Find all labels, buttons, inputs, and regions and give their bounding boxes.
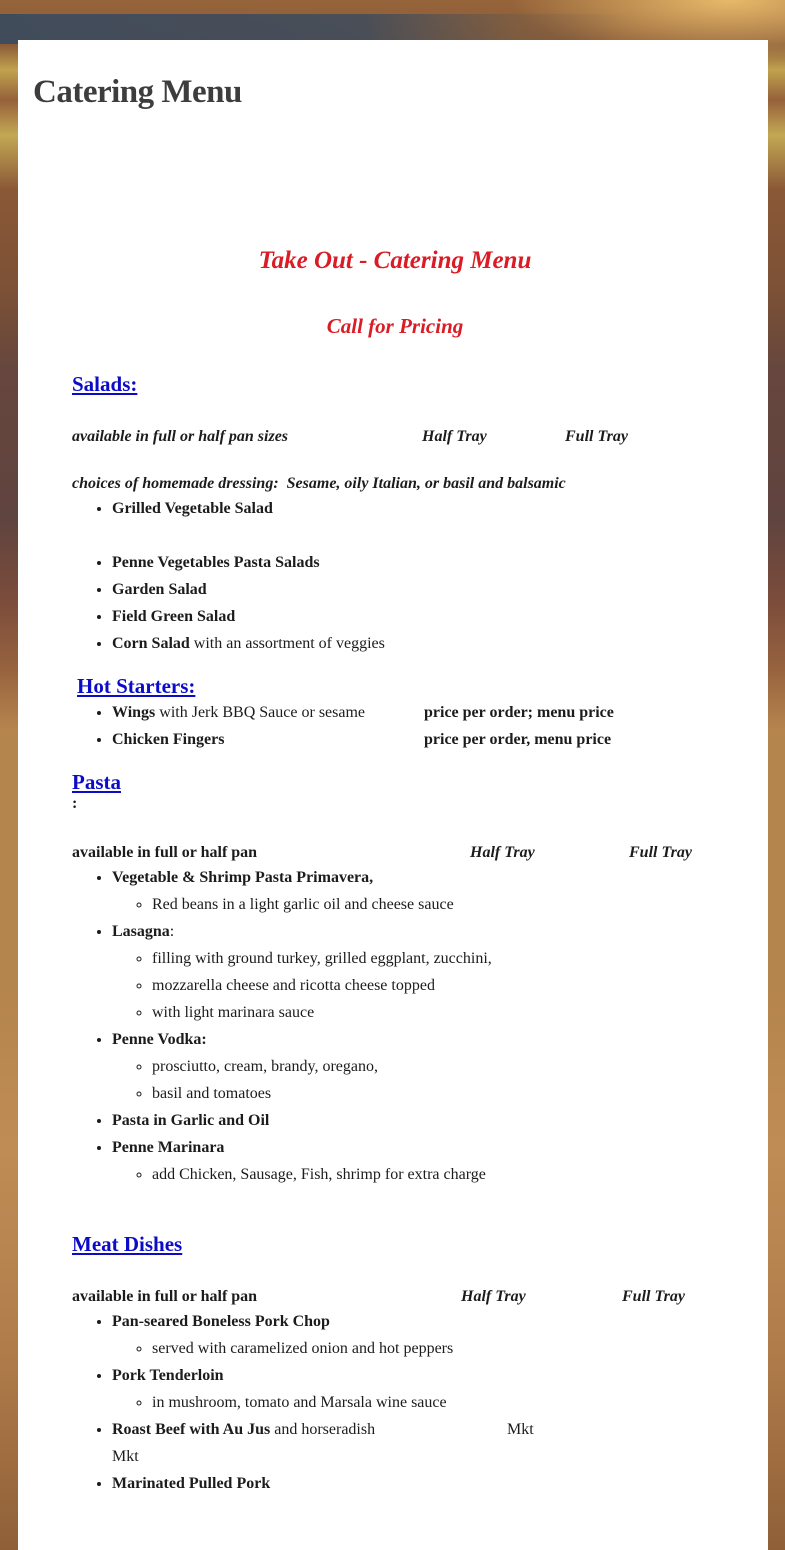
item-name: Chicken Fingers — [112, 731, 225, 748]
sub-item-list — [112, 1161, 718, 1188]
item-price: price per order; menu price — [424, 704, 614, 721]
sub-item: ◦ add Chicken, Sausage, Fish, shrimp for extra charge — [152, 1161, 718, 1188]
menu-item — [112, 918, 718, 1026]
dressings-note: choices of homemade dressing: Sesame, oily Italian, or basil and balsamic — [72, 475, 566, 492]
sub-item: ◦ prosciutto, cream, brandy, oregano, — [152, 1053, 718, 1080]
pasta-availability-row — [72, 842, 718, 864]
sub-item-list — [112, 945, 718, 1026]
column-full-tray: Full Tray — [565, 428, 628, 445]
meat-availability-row — [72, 1286, 718, 1308]
item-name: Pan-seared Boneless Pork Chop — [112, 1313, 330, 1330]
salads-availability-row — [72, 426, 718, 448]
availability-note: available in full or half pan sizes — [72, 428, 289, 445]
menu-item — [112, 1416, 718, 1470]
sub-item: ◦ Red beans in a light garlic oil and cheese sauce — [152, 891, 718, 918]
sub-item-list — [112, 1053, 718, 1107]
page-title: Catering Menu — [33, 74, 242, 110]
item-name: Penne Vegetables Pasta Salads — [112, 554, 320, 571]
menu-item — [112, 1134, 718, 1188]
item-price: price per order, menu price — [424, 731, 612, 748]
column-full-tray: Full Tray — [629, 844, 692, 861]
sub-item: ◦ with light marinara sauce — [152, 999, 718, 1026]
menu-item — [112, 726, 718, 753]
item-description: with an assortment of veggies — [189, 635, 385, 652]
item-name: Wings — [112, 704, 156, 721]
pricing-note: Call for Pricing — [326, 314, 464, 338]
menu-item — [112, 576, 718, 603]
menu-item — [112, 1308, 718, 1362]
menu-item — [112, 699, 718, 726]
column-half-tray: Half Tray — [470, 844, 535, 861]
item-name: Pasta in Garlic and Oil — [112, 1112, 270, 1129]
sub-item: ◦ filling with ground turkey, grilled eggplant, zucchini, — [152, 945, 718, 972]
menu-item — [112, 549, 718, 576]
item-description: with Jerk BBQ Sauce or sesame — [155, 704, 366, 721]
item-price-market: Mkt — [112, 1448, 139, 1465]
sub-item-list — [112, 1389, 718, 1416]
column-full-tray: Full Tray — [622, 1288, 685, 1305]
meat-list — [72, 1308, 718, 1497]
item-name: Pork Tenderloin — [112, 1367, 224, 1384]
menu-body — [72, 246, 718, 1497]
menu-item — [112, 1107, 718, 1134]
intro-heading: Take Out - Catering Menu — [258, 247, 532, 274]
availability-note: available in full or half pan — [72, 1288, 258, 1305]
section-heading-pasta[interactable]: Pasta — [72, 770, 121, 794]
menu-item — [112, 495, 718, 522]
section-heading-salads[interactable]: Salads: — [72, 372, 138, 396]
salads-list — [72, 495, 718, 657]
sub-item-list — [112, 891, 718, 918]
column-half-tray: Half Tray — [422, 428, 487, 445]
item-price-market: Mkt — [507, 1421, 534, 1438]
pasta-list — [72, 864, 718, 1188]
item-name: Marinated Pulled Pork — [112, 1475, 271, 1492]
availability-note: available in full or half pan — [72, 844, 258, 861]
item-name: Field Green Salad — [112, 608, 236, 625]
section-heading-colon: : — [72, 795, 78, 812]
sub-item: ◦ in mushroom, tomato and Marsala wine sauce — [152, 1389, 718, 1416]
menu-item — [112, 1362, 718, 1416]
item-name: Vegetable & Shrimp Pasta Primavera, — [112, 869, 374, 886]
menu-item — [112, 603, 718, 630]
item-description: and horseradish — [270, 1421, 376, 1438]
sub-item-list — [112, 1335, 718, 1362]
sub-item: ◦ mozzarella cheese and ricotta cheese topped — [152, 972, 718, 999]
menu-item — [112, 630, 718, 657]
column-half-tray: Half Tray — [461, 1288, 526, 1305]
hot-starters-list — [72, 699, 718, 753]
section-heading-hot-starters[interactable]: Hot Starters: — [77, 674, 196, 698]
item-name: Grilled Vegetable Salad — [112, 500, 273, 517]
item-name: Penne Vodka: — [112, 1031, 207, 1048]
section-heading-meat-dishes[interactable]: Meat Dishes — [72, 1232, 183, 1256]
item-description: : — [169, 923, 175, 940]
item-name: Penne Marinara — [112, 1139, 225, 1156]
item-name: Lasagna — [112, 923, 170, 940]
menu-item — [112, 864, 718, 918]
menu-item — [112, 1470, 718, 1497]
item-name: Roast Beef with Au Jus — [112, 1421, 271, 1438]
menu-item — [112, 1026, 718, 1107]
item-name: Garden Salad — [112, 581, 207, 598]
sub-item: ◦ basil and tomatoes — [152, 1080, 718, 1107]
menu-card — [18, 40, 768, 1550]
item-name: Corn Salad — [112, 635, 190, 652]
sub-item: ◦ served with caramelized onion and hot peppers — [152, 1335, 718, 1362]
